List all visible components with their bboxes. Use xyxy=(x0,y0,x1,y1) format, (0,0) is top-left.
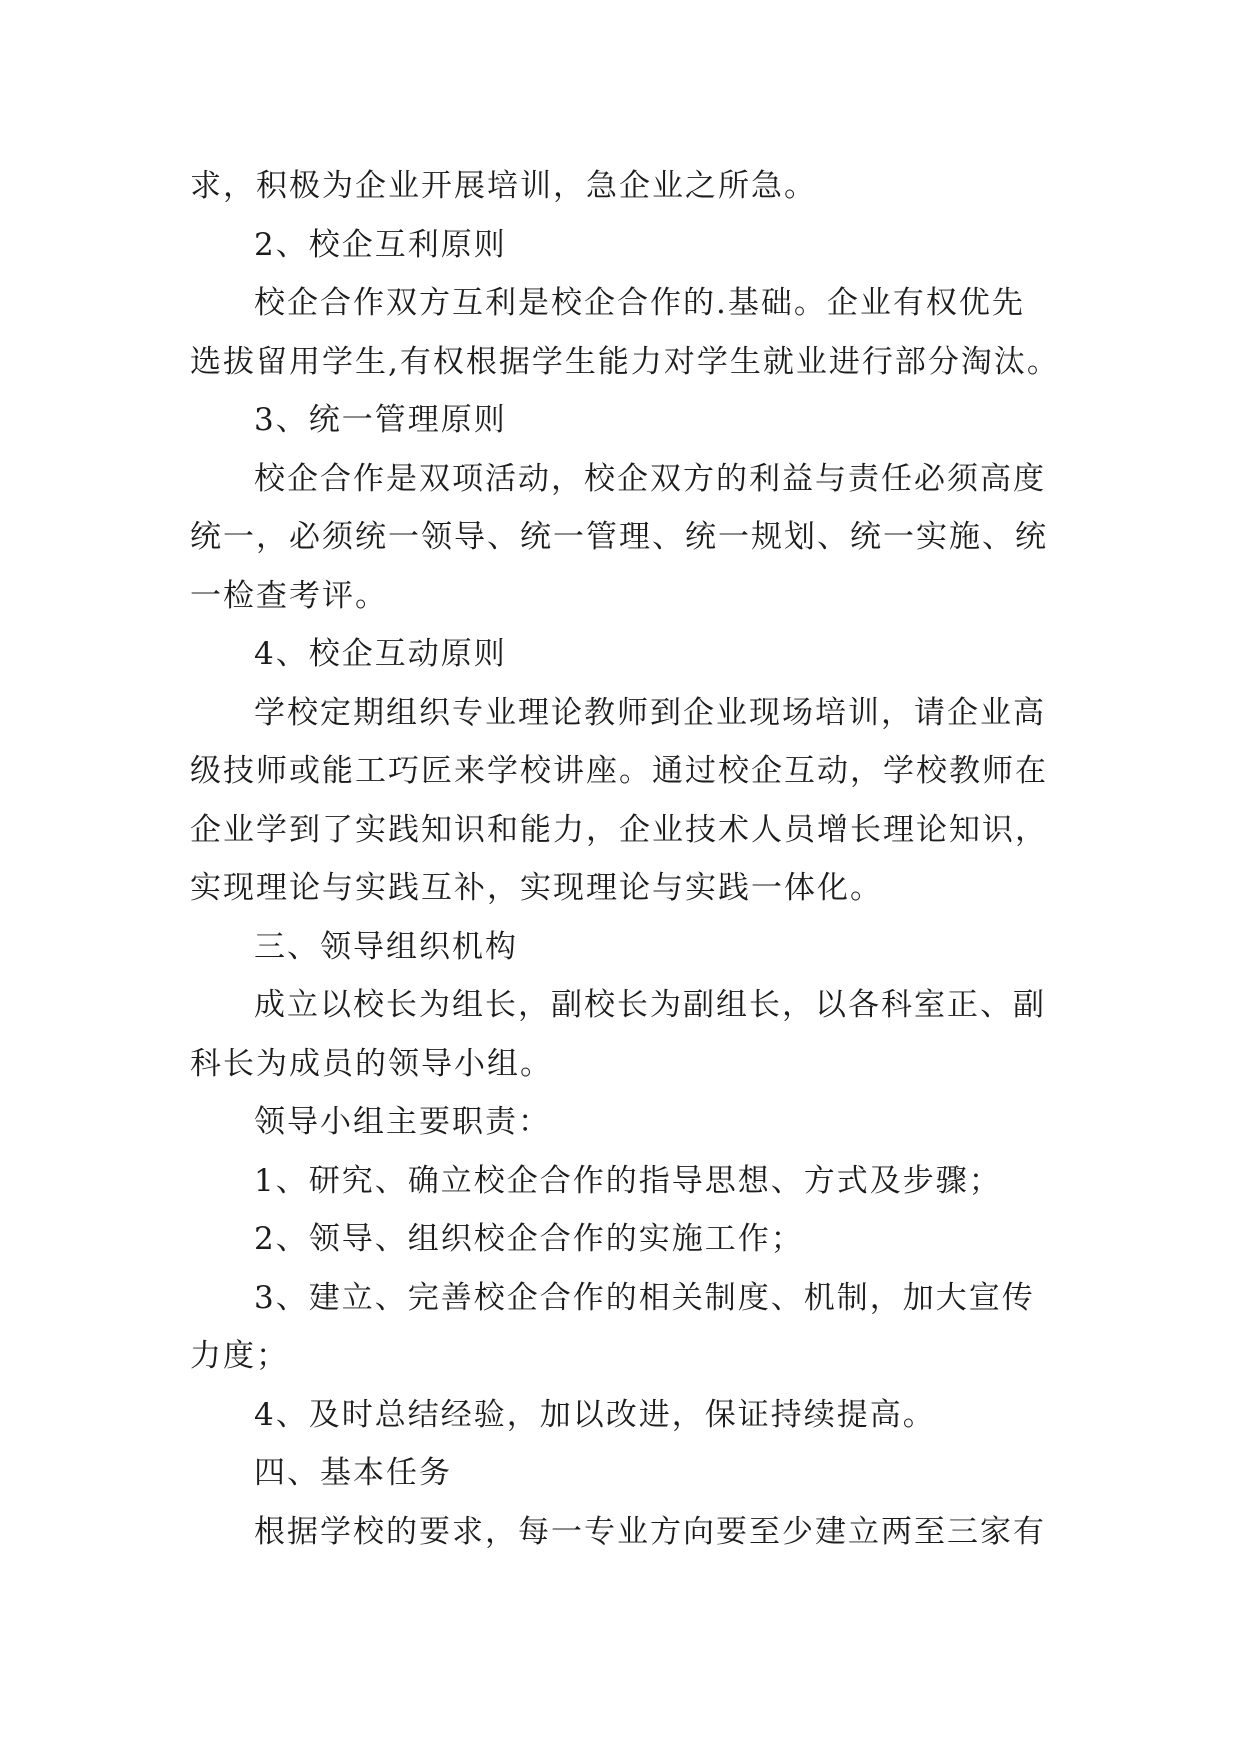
text-line: 企业学到了实践知识和能力，企业技术人员增长理论知识， xyxy=(190,811,1048,848)
heading-principle-2: 2、校企互利原则 xyxy=(254,226,507,263)
text-line: 求，积极为企业开展培训，急企业之所急。 xyxy=(190,168,817,204)
text-line: 领导小组主要职责： xyxy=(254,1104,551,1140)
list-item: 4、及时总结经验，加以改进，保证持续提高。 xyxy=(254,1396,936,1433)
text-line: 校企合作是双项活动，校企双方的利益与责任必须高度 xyxy=(254,460,1046,497)
list-item: 1、研究、确立校企合作的指导思想、方式及步骤； xyxy=(254,1162,1002,1199)
heading-principle-3: 3、统一管理原则 xyxy=(254,402,507,438)
heading-principle-4: 4、校企互动原则 xyxy=(254,636,507,672)
text-line: 选拔留用学生,有权根据学生能力对学生就业进行部分淘汰。 xyxy=(190,343,1060,380)
text-line: 学校定期组织专业理论教师到企业现场培训，请企业高 xyxy=(254,694,1046,731)
text-line: 统一，必须统一领导、统一管理、统一规划、统一实施、统 xyxy=(190,519,1048,555)
text-line: 成立以校长为组长，副校长为副组长，以各科室正、副 xyxy=(254,987,1046,1023)
text-line: 校企合作双方互利是校企合作的.基础。企业有权优先 xyxy=(254,285,1025,321)
list-item: 3、建立、完善校企合作的相关制度、机制，加大宣传 xyxy=(254,1279,1035,1316)
section-heading-4: 四、基本任务 xyxy=(254,1455,452,1491)
text-line: 级技师或能工巧匠来学校讲座。通过校企互动，学校教师在 xyxy=(190,753,1048,789)
text-line: 科长为成员的领导小组。 xyxy=(190,1045,553,1082)
document-body xyxy=(190,157,1070,1561)
text-line: 一检查考评。 xyxy=(190,577,388,614)
text-line: 根据学校的要求，每一专业方向要至少建立两至三家有 xyxy=(254,1513,1046,1550)
list-item: 2、领导、组织校企合作的实施工作； xyxy=(254,1221,804,1257)
text-line: 力度； xyxy=(190,1338,289,1374)
section-heading-3: 三、领导组织机构 xyxy=(254,928,518,965)
text-line: 实现理论与实践互补，实现理论与实践一体化。 xyxy=(190,870,883,906)
